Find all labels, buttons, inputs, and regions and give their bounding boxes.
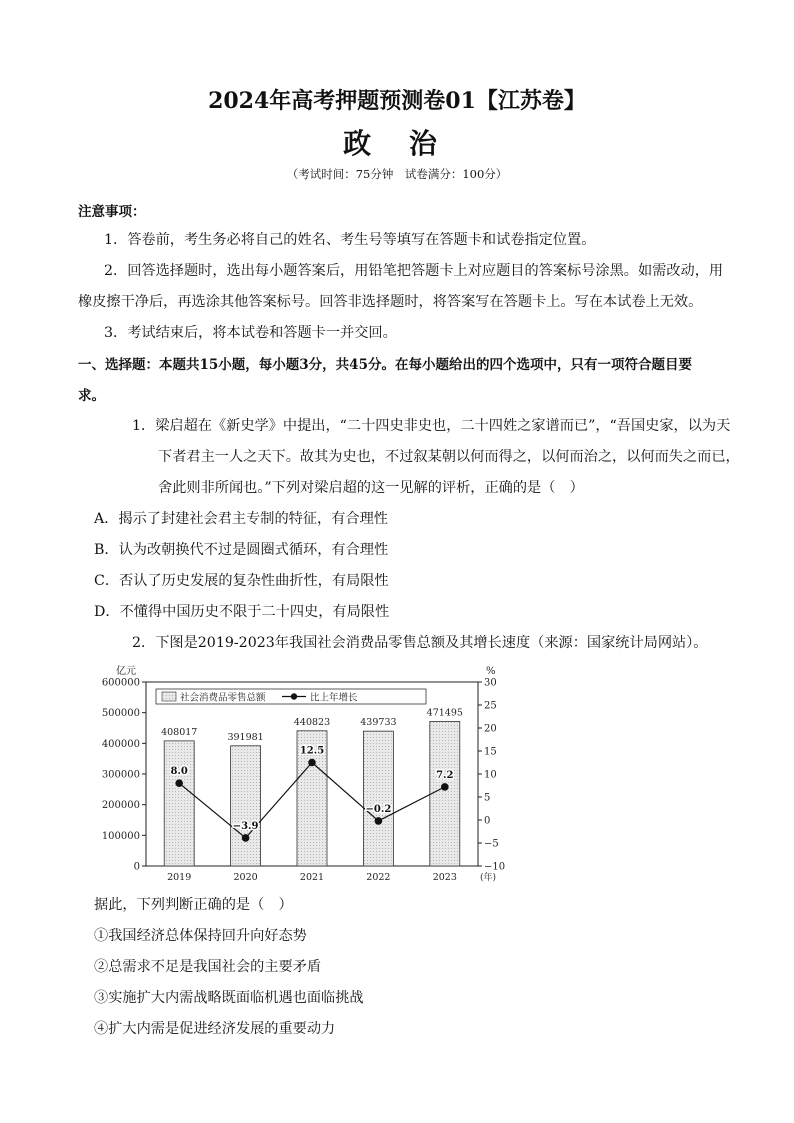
question-1-stem-cont: 下者君主一人之天下。故其为史也，不过叙某朝以何而得之，以何而治之，以何而失之而已， [158, 449, 740, 465]
bar-value-label: 439733 [360, 717, 397, 729]
left-tick-label: 500000 [101, 708, 140, 720]
x-axis-unit: (年) [480, 873, 497, 883]
bar-value-label: 440823 [293, 716, 331, 728]
notice-item: 2．回答选择题时，选出每小题答案后，用铅笔把答题卡上对应题目的答案标号涂黑。如需改动，用 [104, 263, 724, 279]
bar-value-label: 471495 [426, 707, 463, 719]
growth-point [242, 834, 250, 842]
left-tick-label: 0 [133, 861, 140, 873]
growth-point [375, 817, 383, 825]
bar-value-label: 391981 [227, 731, 264, 743]
right-tick-label: 25 [484, 700, 497, 712]
legend-line-marker [291, 693, 297, 699]
question-1-stem: 1．梁启超在《新史学》中提出，“二十四史非史也，二十四姓之家谱而已”，“吾国史家，以为天 [132, 418, 731, 434]
left-tick-label: 200000 [101, 800, 140, 812]
growth-value-label: −3.9 [232, 820, 259, 832]
notice-item: 橡皮擦干净后，再选涂其他答案标号。回答非选择题时，将答案写在答题卡上。写在本试卷上无效。 [78, 294, 703, 310]
growth-point [441, 783, 449, 791]
bar-value-label: 408017 [161, 726, 198, 738]
question-2-option-4: ④扩大内需是促进经济发展的重要动力 [94, 1021, 336, 1037]
left-tick-label: 100000 [101, 830, 140, 842]
subject-title: 政 治 [343, 127, 451, 160]
growth-value-label: 12.5 [299, 745, 325, 757]
bar-2023 [430, 721, 460, 866]
exam-info: （考试时间：75分钟 试卷满分：100分） [286, 167, 508, 181]
right-tick-label: 20 [484, 723, 497, 735]
right-tick-label: 0 [484, 815, 491, 827]
x-tick-label: 2022 [366, 872, 391, 883]
x-tick-label: 2020 [233, 872, 258, 883]
right-tick-label: 10 [484, 769, 497, 781]
legend-line-label: 比上年增长 [310, 692, 358, 704]
legend-bar-swatch [162, 692, 176, 701]
notice-heading: 注意事项： [78, 204, 146, 220]
question-1-option-d: D．不懂得中国历史不限于二十四史，有局限性 [94, 604, 390, 620]
question-1-option-a: A．揭示了封建社会君主专制的特征，有合理性 [94, 511, 388, 527]
bar-2019 [164, 741, 194, 866]
left-tick-label: 600000 [101, 677, 140, 689]
growth-point [175, 779, 183, 787]
question-2-stem: 2．下图是2019-2023年我国社会消费品零售总额及其增长速度（来源：国家统计局网站）。 [132, 635, 708, 651]
question-1-option-b: B．认为改朝换代不过是圆圈式循环，有合理性 [94, 542, 389, 558]
left-axis-unit: 亿元 [116, 666, 136, 677]
question-1-stem-cont: 舍此则非所闻也。”下列对梁启超的这一见解的评析，正确的是（ ） [158, 480, 584, 496]
right-tick-label: −5 [484, 838, 499, 850]
retail-sales-chart [94, 662, 514, 884]
left-tick-label: 400000 [101, 738, 140, 750]
bar-2022 [363, 731, 393, 866]
growth-point [308, 759, 316, 767]
question-2-option-3: ③实施扩大内需战略既面临机遇也面临挑战 [94, 990, 364, 1006]
growth-value-label: 7.2 [436, 769, 454, 781]
notice-item: 3．考试结束后，将本试卷和答题卡一并交回。 [104, 325, 397, 341]
question-2-option-1: ①我国经济总体保持回升向好态势 [94, 928, 307, 944]
legend-bar-label: 社会消费品零售总额 [180, 692, 266, 704]
question-1-option-c: C．否认了历史发展的复杂性曲折性，有局限性 [94, 573, 389, 589]
growth-value-label: −0.2 [365, 803, 392, 815]
left-tick-label: 300000 [101, 769, 140, 781]
growth-value-label: 8.0 [170, 766, 188, 778]
question-2-prompt: 据此，下列判断正确的是（ ） [94, 897, 293, 913]
section-heading: 一、选择题：本题共15小题，每小题3分，共45分。在每小题给出的四个选项中，只有一项符合题目要 [78, 357, 692, 373]
bar-2020 [231, 746, 261, 866]
right-axis-unit: % [486, 666, 496, 677]
question-2-option-2: ②总需求不足是我国社会的主要矛盾 [94, 959, 322, 975]
x-tick-label: 2021 [299, 872, 325, 883]
section-heading-cont: 求。 [78, 388, 105, 404]
right-tick-label: 5 [484, 792, 491, 804]
paper-title: 2024年高考押题预测卷01【江苏卷】 [208, 88, 586, 114]
right-tick-label: 15 [484, 746, 497, 758]
right-tick-label: 30 [484, 677, 497, 689]
right-tick-label: −10 [484, 861, 506, 873]
notice-item: 1．答卷前，考生务必将自己的姓名、考生号等填写在答题卡和试卷指定位置。 [104, 232, 596, 248]
x-tick-label: 2023 [432, 872, 457, 883]
x-tick-label: 2019 [167, 872, 192, 883]
